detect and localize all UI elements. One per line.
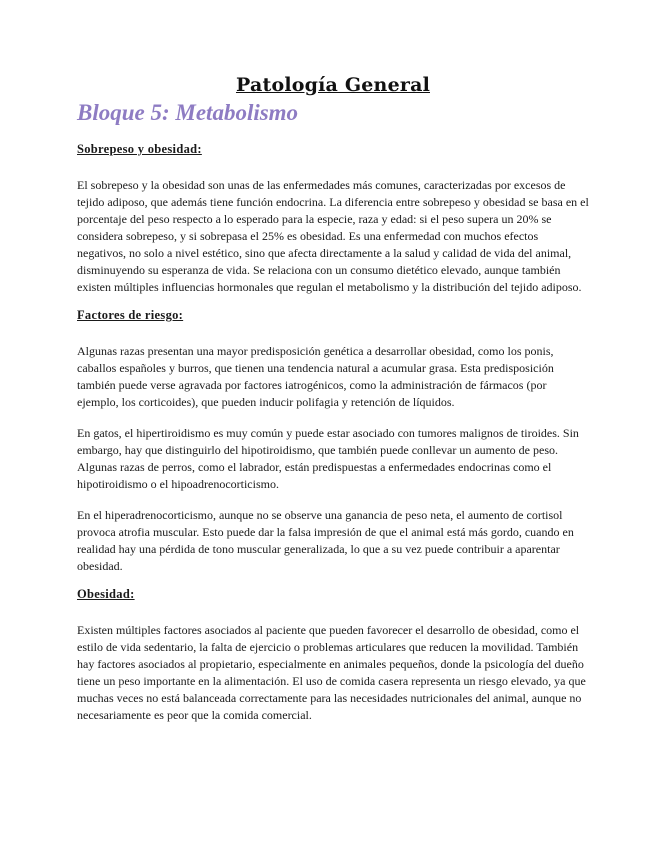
paragraph: El sobrepeso y la obesidad son unas de las enfermedades más comunes, caracterizadas por excesos de tejido adiposo, que además tiene función endocrina. La diferencia entre sobrepeso y obesidad se basa en el porcentaje del peso respecto a lo esperado para la especie, raza y edad: si el peso supera un 20% se considera sobrepeso, y si sobrepasa el 25% es obesidad. Es una enfermedad con muchos efectos negativos, no solo a nivel estético, sino que afecta directamente a la salud y calidad de vida del animal, disminuyendo su esperanza de vida. Se relaciona con un consumo dietético elevado, aunque también existen múltiples influencias hormonales que regulan el metabolismo y la distribución del tejido adiposo. — [77, 178, 589, 294]
paragraph: En gatos, el hipertiroidismo es muy común y puede estar asociado con tumores malignos de tiroides. Sin embargo, hay que distinguirlo del hipotiroidismo, que también puede conllevar un aumento de peso. Algunas razas de perros, como el labrador, están predispuestas a enfermedades endocrinas como el hipotiroidismo o el hipoadrenocorticismo. — [77, 426, 579, 491]
section-obesidad — [77, 587, 589, 724]
document-subtitle: Bloque 5: Metabolismo — [77, 100, 299, 125]
paragraph: En el hiperadrenocorticismo, aunque no se observe una ganancia de peso neta, el aumento de cortisol provoca atrofia muscular. Esto puede dar la falsa impresión de que el animal está más gordo, cuando en realidad hay una pérdida de tono muscular generalizada, lo que a su vez puede contribuir a aparentar obesidad. — [77, 508, 574, 573]
document-title: Patología General — [235, 74, 430, 96]
section-factores-riesgo — [77, 308, 589, 575]
section-sobrepeso — [77, 142, 589, 296]
section-heading: Factores de riesgo: — [77, 308, 184, 322]
paragraph: Existen múltiples factores asociados al paciente que pueden favorecer el desarrollo de obesidad, como el estilo de vida sedentario, la falta de ejercicio o problemas articulares que reducen la movilidad. También hay factores asociados al propietario, especialmente en animales pequeños, donde la psicología del dueño tiene un peso importante en la alimentación. El uso de comida casera representa un riesgo elevado, ya que muchas veces no está balanceada correctamente para las necesidades nutricionales del animal, aunque no necesariamente es peor que la comida comercial. — [77, 623, 586, 722]
section-heading: Sobrepeso y obesidad: — [77, 142, 202, 156]
section-heading: Obesidad: — [77, 587, 135, 601]
paragraph: Algunas razas presentan una mayor predisposición genética a desarrollar obesidad, como los ponis, caballos españoles y burros, que tienen una tendencia natural a acumular grasa. Esta predisposición también puede verse agravada por factores iatrogénicos, como la administración de fármacos (por ejemplo, los corticoides), que pueden inducir polifagia y retención de líquidos. — [77, 344, 554, 409]
